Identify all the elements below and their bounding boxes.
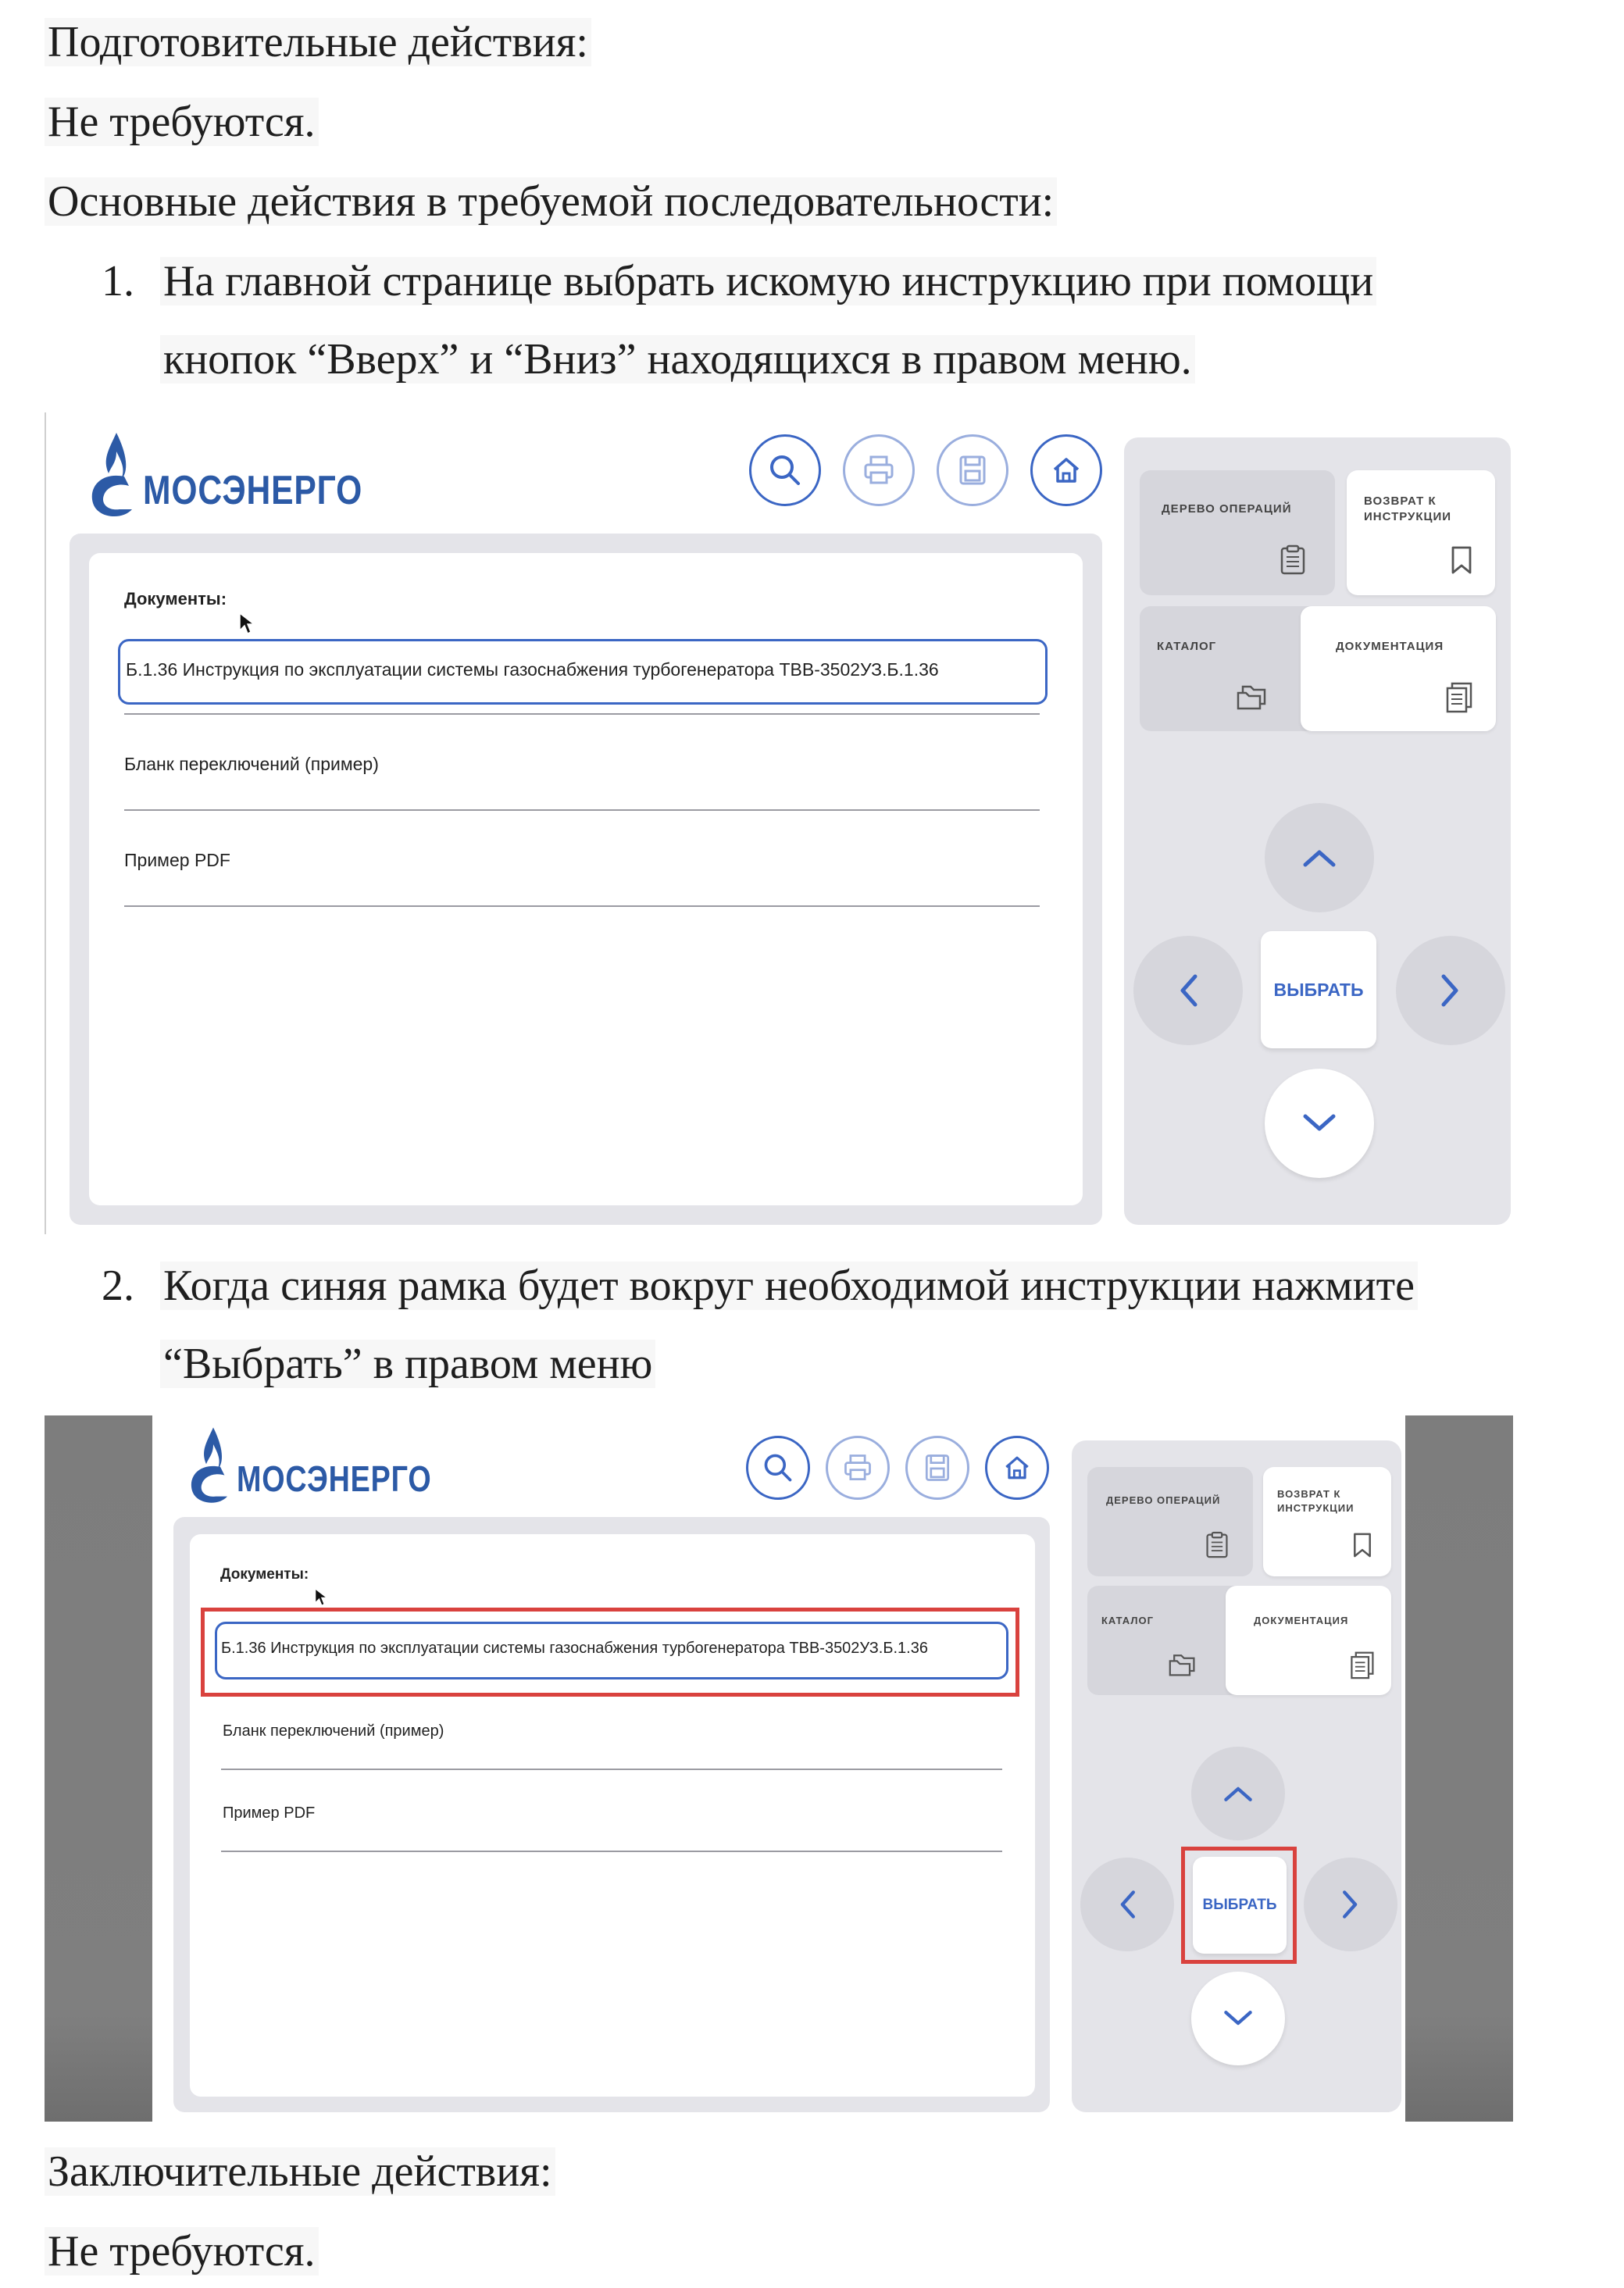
divider — [124, 905, 1040, 907]
documents-label: Документы: — [124, 589, 227, 609]
select-button[interactable]: ВЫБРАТЬ — [1261, 931, 1376, 1048]
documentation-label: ДОКУМЕНТАЦИЯ — [1336, 640, 1444, 653]
return-to-instruction-tile[interactable] — [1347, 470, 1495, 595]
prep-heading: Подготовительные действия: — [45, 11, 591, 73]
save-icon — [921, 1451, 954, 1484]
right-gray-bar — [1405, 1415, 1513, 2122]
chevron-right-icon — [1439, 972, 1462, 1009]
print-icon — [841, 1451, 874, 1484]
print-icon — [861, 452, 897, 488]
right-button[interactable] — [1304, 1858, 1397, 1951]
step-2-line-2: “Выбрать” в правом меню — [160, 1333, 655, 1395]
mosenergo-logo — [85, 428, 411, 522]
right-button[interactable] — [1396, 936, 1505, 1045]
step-2-line-1: Когда синяя рамка будет вокруг необходимой инструкции нажмите — [160, 1255, 1418, 1317]
document-item-1[interactable]: Б.1.36 Инструкция по эксплуатации системы газоснабжения турбогенератора ТВВ-3502УЗ.Б.1.36 — [126, 659, 939, 680]
screenshot-2 — [45, 1415, 1513, 2122]
gas-flame-logo-icon — [85, 428, 148, 522]
logo-text: МОСЭНЕРГО — [143, 468, 363, 513]
step-1-line-2: кнопок “Вверх” и “Вниз” находящихся в правом меню. — [160, 328, 1195, 391]
chevron-down-icon — [1301, 1112, 1338, 1135]
chevron-down-icon — [1222, 2008, 1255, 2029]
divider — [124, 809, 1040, 811]
save-icon — [955, 452, 990, 488]
chevron-left-icon — [1176, 972, 1200, 1009]
clipboard-list-icon — [1205, 1531, 1230, 1559]
search-button[interactable] — [746, 1436, 810, 1500]
return-to-instruction-label: ВОЗВРАТ К ИНСТРУКЦИИ — [1277, 1488, 1355, 1514]
home-button[interactable] — [985, 1436, 1049, 1500]
tree-of-operations-tile[interactable] — [1140, 470, 1335, 595]
documentation-label: ДОКУМЕНТАЦИЯ — [1254, 1615, 1349, 1626]
documentation-tile[interactable] — [1301, 606, 1496, 731]
save-button[interactable] — [937, 434, 1008, 506]
documentation-tile[interactable] — [1226, 1586, 1391, 1695]
step-1-line-1: На главной странице выбрать искомую инструкцию при помощи — [160, 250, 1376, 312]
main-heading: Основные действия в требуемой последовательности: — [45, 170, 1057, 233]
logo-text: МОСЭНЕРГО — [237, 1458, 432, 1499]
divider — [221, 1769, 1002, 1770]
down-button[interactable] — [1265, 1069, 1374, 1178]
search-icon — [767, 452, 803, 488]
search-icon — [762, 1451, 794, 1484]
left-button[interactable] — [1080, 1858, 1174, 1951]
home-icon — [1048, 452, 1084, 488]
prep-text: Не требуются. — [45, 91, 319, 153]
catalog-label: КАТАЛОГ — [1157, 640, 1217, 653]
divider — [221, 1851, 1002, 1852]
bookmark-icon — [1351, 1531, 1374, 1559]
mosenergo-logo — [185, 1422, 474, 1508]
save-button[interactable] — [905, 1436, 969, 1500]
tree-of-operations-label: ДЕРЕВО ОПЕРАЦИЙ — [1106, 1494, 1221, 1506]
gas-flame-logo-icon — [185, 1423, 241, 1508]
down-button[interactable] — [1191, 1972, 1285, 2065]
chevron-left-icon — [1117, 1888, 1137, 1921]
home-icon — [1001, 1451, 1033, 1484]
chevron-right-icon — [1340, 1888, 1361, 1921]
document-item-3[interactable]: Пример PDF — [124, 850, 230, 870]
print-button[interactable] — [843, 434, 915, 506]
final-heading: Заключительные действия: — [45, 2140, 555, 2203]
bookmark-icon — [1448, 544, 1475, 576]
documents-label: Документы: — [220, 1566, 309, 1583]
return-to-instruction-label: ВОЗВРАТ К ИНСТРУКЦИИ — [1364, 494, 1452, 524]
up-button[interactable] — [1265, 803, 1374, 912]
left-gray-bar — [45, 1415, 152, 2122]
chevron-up-icon — [1222, 1783, 1255, 1804]
catalog-label: КАТАЛОГ — [1101, 1615, 1154, 1626]
return-to-instruction-tile[interactable] — [1263, 1467, 1391, 1576]
up-button[interactable] — [1191, 1747, 1285, 1840]
final-text: Не требуются. — [45, 2220, 319, 2283]
document-item-3[interactable]: Пример PDF — [223, 1804, 316, 1822]
documents-stack-icon — [1347, 1650, 1376, 1679]
tree-of-operations-label: ДЕРЕВО ОПЕРАЦИЙ — [1162, 502, 1292, 516]
mouse-cursor-icon — [314, 1587, 328, 1607]
document-item-1[interactable]: Б.1.36 Инструкция по эксплуатации системы газоснабжения турбогенератора ТВВ-3502УЗ.Б.1.36 — [221, 1640, 928, 1657]
home-button[interactable] — [1030, 434, 1102, 506]
select-button[interactable]: ВЫБРАТЬ — [1193, 1857, 1287, 1954]
tree-of-operations-tile[interactable] — [1087, 1467, 1253, 1576]
divider — [124, 713, 1040, 715]
document-item-2[interactable]: Бланк переключений (пример) — [124, 754, 379, 774]
left-button[interactable] — [1133, 936, 1243, 1045]
print-button[interactable] — [826, 1436, 890, 1500]
step-2-number: 2. — [102, 1262, 134, 1310]
document-item-2[interactable]: Бланк переключений (пример) — [223, 1722, 444, 1740]
screenshot-1 — [45, 412, 1513, 1234]
documents-stack-icon — [1443, 680, 1474, 713]
folders-icon — [1235, 680, 1269, 712]
mouse-cursor-icon — [238, 612, 255, 635]
clipboard-list-icon — [1279, 544, 1307, 576]
chevron-up-icon — [1301, 846, 1338, 869]
search-button[interactable] — [749, 434, 821, 506]
folders-icon — [1167, 1650, 1198, 1678]
step-1-number: 1. — [102, 257, 134, 305]
